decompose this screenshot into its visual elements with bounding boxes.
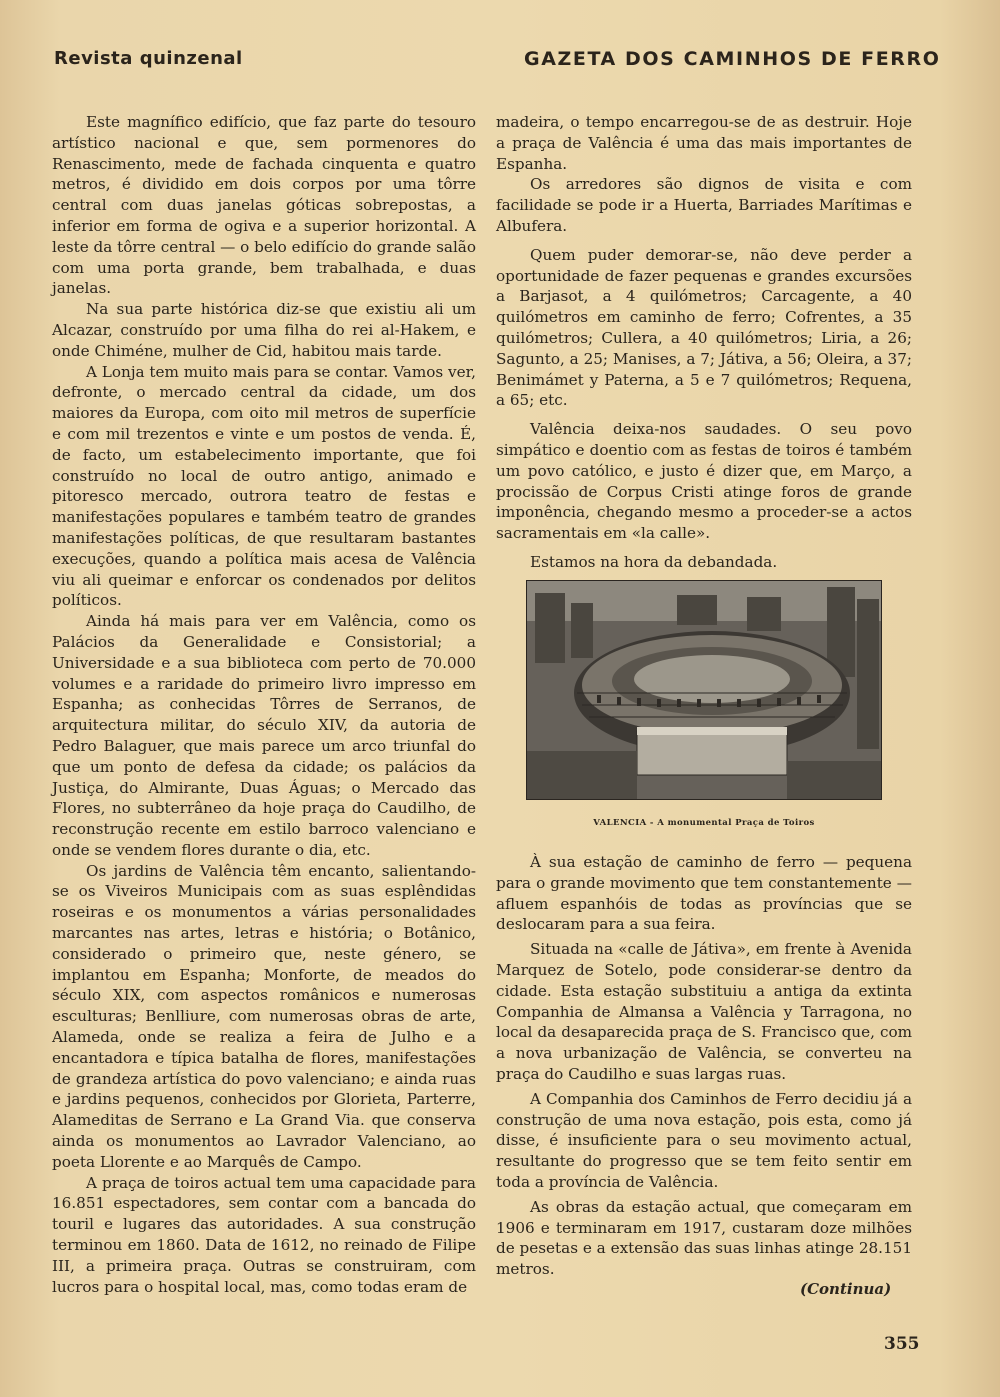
- paragraph: A praça de toiros actual tem uma capacidade para 16.851 espectadores, sem contar com a bancada do touril e lugares das autoridades. A sua construção terminou em 1860. Data de 1612, no reinado de Filipe III, a primeira praça. Outras se construiram, com lucros para o hospital local, mas, como todas eram de: [52, 1173, 476, 1296]
- bullring-photo: [526, 580, 882, 800]
- paragraph: Os jardins de Valência têm encanto, salientando-se os Viveiros Municipais com as suas esplêndidas roseiras e os monumentos a várias personalidades marcantes nas artes, letras e história; o Botânico, considerado o primeiro que, neste género, se implantou em Espanha; Monforte, de meados do século XIX, com aspectos românicos e numerosas esculturas; Benlliure, com numerosas obras de arte, Alameda, onde se realiza a feira de Julho e a encantadora e típica batalha de flores, manifestações de grandeza artística do povo valenciano; e ainda ruas e jardins pequenos, conhecidos por Glorieta, Parterre, Alameditas de Serrano e La Grand Via. que conserva ainda os monumentos ao Lavrador Valenciano, ao poeta Llorente e ao Marquês de Campo.: [52, 861, 476, 1171]
- paragraph: Situada na «calle de Játiva», em frente à Avenida Marquez de Sotelo, pode considerar-se dentro da cidade. Esta estação substituiu a antiga da extinta Companhia de Almansa a Valência y Tarragona, no local da desaparecida praça de S. Francisco que, com a nova urbanização de Valência, se converteu na praça do Caudilho e suas largas ruas.: [496, 940, 912, 1083]
- paragraph: Na sua parte histórica diz-se que existiu ali um Alcazar, construído por uma filha do rei al-Hakem, e onde Chiméne, mulher de Cid, habitou mais tarde.: [52, 300, 476, 360]
- paragraph: Ainda há mais para ver em Valência, como os Palácios da Generalidade e Consistorial; a Universidade e a sua biblioteca com perto de 70.000 volumes e a raridade do primeiro livro impresso em Espanha; as conhecidas Tôrres de Serranos, de arquitectura militar, do século XIV, da autoria de Pedro Balaguer, que mais parece um arco triunfal do que um ponto de defesa da cidade; os palácios da Justiça, do Almirante, Duas Águas; o Mercado das Flores, no subterrâneo da hoje praça do Caudilho, de reconstrução recente em estilo barroco valenciano e onde se vendem flores durante o dia, etc.: [52, 612, 476, 859]
- paragraph: A Lonja tem muito mais para se contar. Vamos ver, defronte, o mercado central da cidade, um dos maiores da Europa, com oito mil metros de superfície e com mil trezentos e vinte e um postos de venda. É, de facto, um estabelecimento importante, que foi construído no local de outro antigo, animado e pitoresco mercado, outrora teatro de festas e manifestações populares e também teatro de grandes manifestações políticas, de que resultaram bastantes execuções, quando a política mais acesa de Valência viu ali queimar e enforcar os condenados por delitos políticos.: [52, 362, 476, 610]
- bullring-image: [527, 581, 882, 800]
- paragraph: À sua estação de caminho de ferro — pequena para o grande movimento que tem constantemente — afluem espanhóis de todas as províncias que se deslocaram para a sua feira.: [496, 853, 912, 934]
- paragraph: Valência deixa-nos saudades. O seu povo simpático e doentio com as festas de toiros é também um povo católico, e justo é dizer que, em Março, a procissão de Corpus Cristi atinge foros de grande imponência, chegando mesmo a proceder-se a actos sacramentais em «la calle».: [496, 420, 912, 543]
- photo-caption: VALENCIA - A monumental Praça de Toiros: [593, 818, 815, 828]
- left-column: [52, 112, 476, 1297]
- page-number: 355: [884, 1334, 920, 1354]
- paragraph: A Companhia dos Caminhos de Ferro decidiu já a construção de uma nova estação, pois esta, como já disse, é insuficiente para o seu movimento actual, resultante do progresso que se tem feito sentir em toda a província de Valência.: [496, 1089, 912, 1191]
- paragraph: As obras da estação actual, que começaram em 1906 e terminaram em 1917, custaram doze milhões de pesetas e a extensão das suas linhas atinge 28.151 metros.: [496, 1197, 912, 1279]
- paragraph: Quem puder demorar-se, não deve perder a oportunidade de fazer pequenas e grandes excursões a Barjasot, a 4 quilómetros; Carcagente, a 40 quilómetros em caminho de ferro; Cofrentes, a 35 quilómetros; Cullera, a 40 quilómetros; Liria, a 26; Sagunto, a 25; Manises, a 7; Játiva, a 56; Oleira, a 37; Benimámet y Paterna, a 5 e 7 quilómetros; Requena, a 65; etc.: [496, 245, 912, 410]
- paragraph: madeira, o tempo encarregou-se de as destruir. Hoje a praça de Valência é uma das mais importantes de Espanha.: [496, 113, 912, 173]
- right-column-top: [496, 112, 912, 573]
- header-left: Revista quinzenal: [54, 48, 243, 69]
- paragraph: Estamos na hora da debandada.: [530, 552, 778, 571]
- paragraph: Este magnífico edifício, que faz parte do tesouro artístico nacional e que, sem pormenores do Renascimento, mede de fachada cinquenta e quatro metros, é dividido em dois corpos por uma tôrre central com duas janelas góticas sobrepostas, a inferior em forma de ogiva e a superior horizontal. A leste da tôrre central — o belo edifício do grande salão com uma porta grande, bem trabalhada, e duas janelas.: [52, 113, 476, 298]
- right-column-bottom: [496, 852, 912, 1280]
- paragraph: Os arredores são dignos de visita e com facilidade se pode ir a Huerta, Barriades Marítimas e Albufera.: [496, 175, 912, 235]
- continua-note: (Continua): [800, 1280, 892, 1298]
- header-right: GAZETA DOS CAMINHOS DE FERRO: [524, 48, 941, 70]
